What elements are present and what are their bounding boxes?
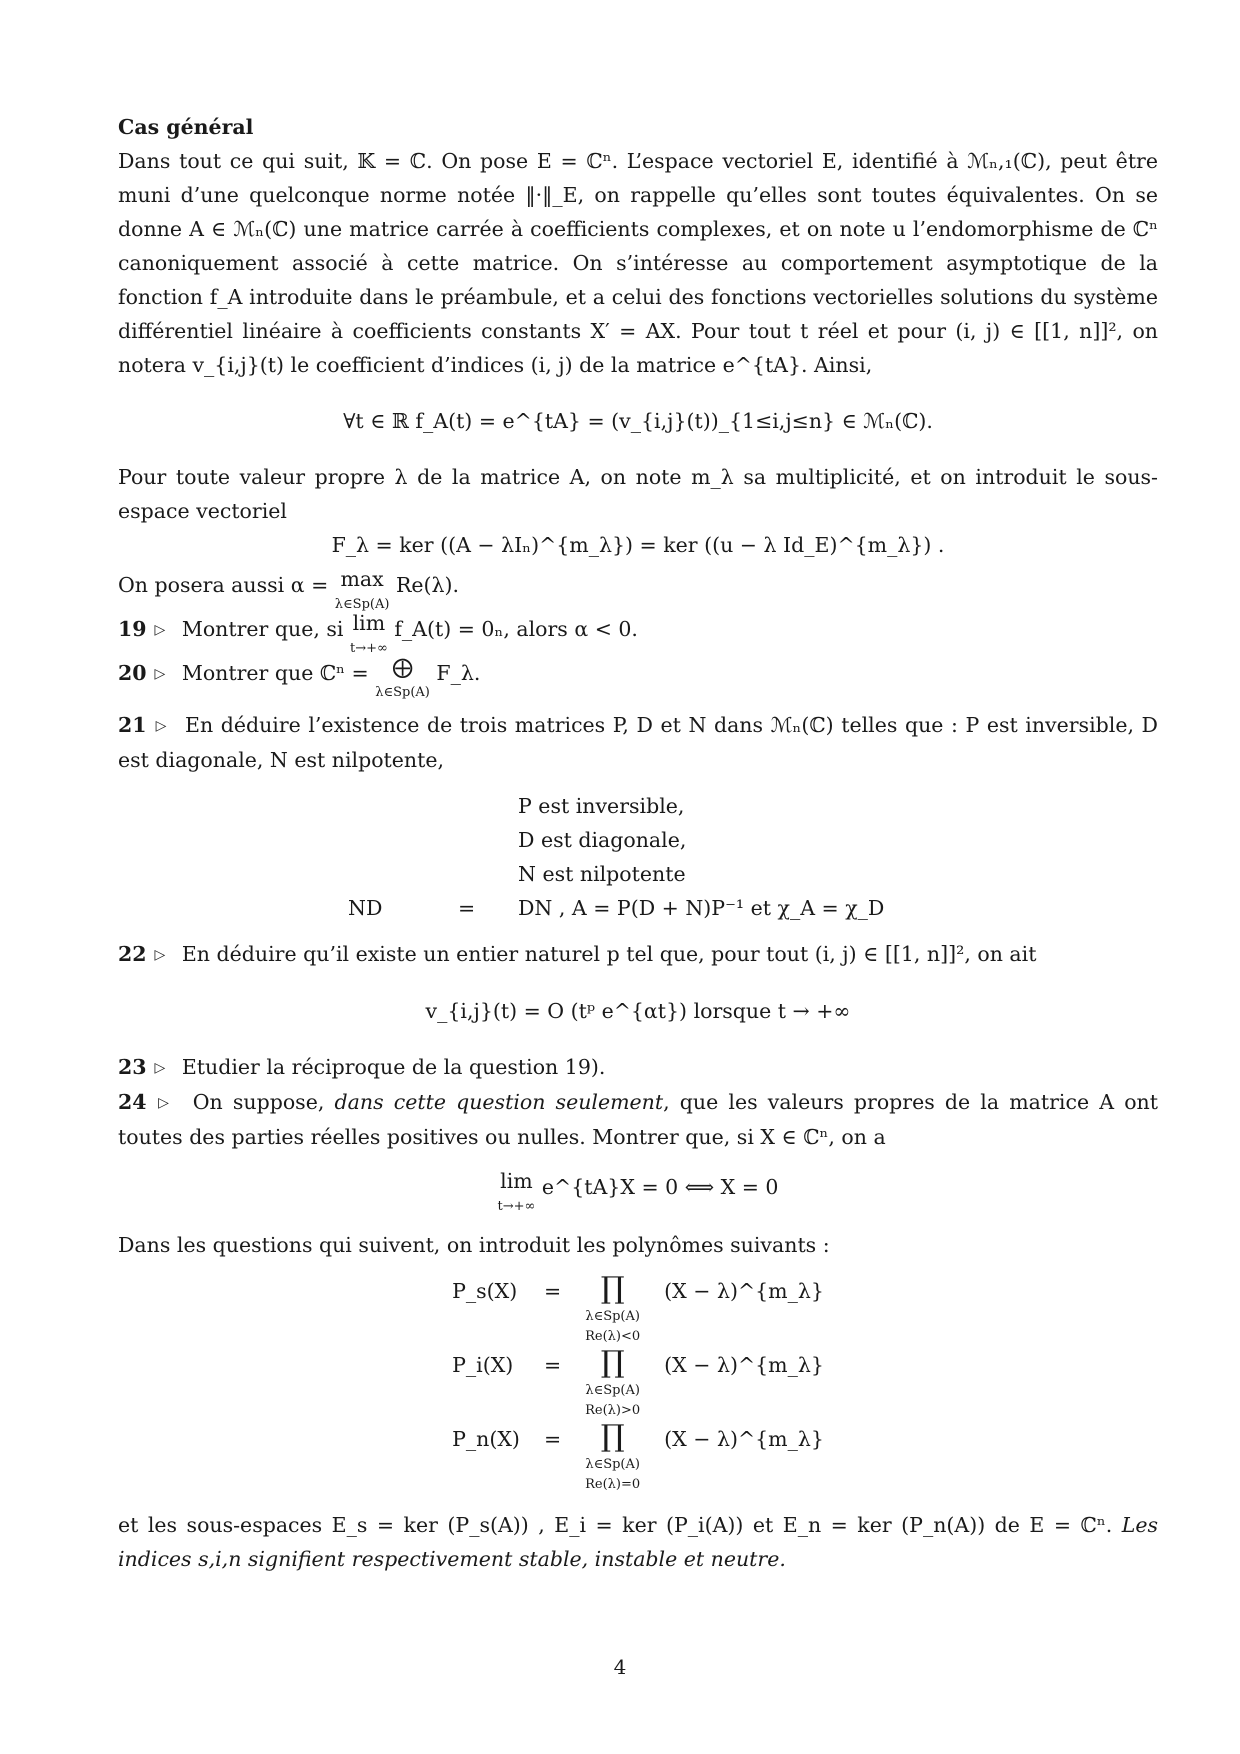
formula-fa: ∀t ∈ ℝ f_A(t) = e^{tA} = (v_{i,j}(t))_{1≤i,j≤n} ∈ ℳₙ(ℂ). (343, 409, 933, 433)
question-24 (118, 1085, 1158, 1154)
alpha-max: max (340, 567, 384, 591)
triangle-icon: ▷ (154, 1060, 166, 1076)
polynomial-row (440, 1272, 836, 1346)
matrix-system (348, 789, 1158, 925)
triangle-icon: ▷ (154, 947, 166, 963)
lim-sub: t→+∞ (349, 641, 388, 656)
system-eq: = (458, 896, 476, 920)
lim-label: lim (500, 1169, 533, 1193)
question-text: Montrer que, si (181, 617, 344, 641)
product-block (573, 1272, 652, 1346)
triangle-icon: ▷ (154, 666, 166, 682)
poly-lhs: P_i(X) (452, 1353, 514, 1377)
lim-sub: t→+∞ (497, 1199, 536, 1214)
lim-block (498, 1170, 536, 1214)
product-sub: λ∈Sp(A) (585, 1457, 640, 1472)
question-text: , que les valeurs propres de la matrice A ont toutes des parties réelles positives ou nulles. Montrer que, si X ∈ ℂⁿ, on a (118, 1090, 1158, 1149)
question-20 (118, 656, 1158, 700)
formula-flambda: F_λ = ker ((A − λIₙ)^{m_λ}) = ker ((u − λ Id_E)^{m_λ}) . (331, 533, 945, 557)
system-line: P est inversible, (518, 794, 685, 818)
poly-eq: = (543, 1353, 562, 1377)
product-symbol: ∏ (600, 1345, 625, 1380)
poly-rhs: (X − λ)^{m_λ} (664, 1427, 824, 1451)
poly-rhs: (X − λ)^{m_λ} (664, 1353, 824, 1377)
question-number: 20 (118, 661, 147, 685)
poly-rhs: (X − λ)^{m_λ} (664, 1279, 824, 1303)
question-text: En déduire qu’il existe un entier naturel p tel que, pour tout (i, j) ∈ [[1, n]]², on ait (181, 942, 1037, 966)
product-block (573, 1346, 652, 1420)
alpha-sub: λ∈Sp(A) (334, 597, 390, 612)
section-title: Cas général (118, 115, 254, 139)
product-sub: λ∈Sp(A) (585, 1383, 640, 1398)
question-text: Etudier la réciproque de la question 19). (181, 1055, 606, 1079)
oplus-symbol: ⨁ (392, 655, 413, 679)
oplus-sub: λ∈Sp(A) (375, 685, 430, 700)
question-text: f_A(t) = 0ₙ, alors α < 0. (394, 617, 638, 641)
formula-lim (118, 1170, 1158, 1214)
question-text: Montrer que ℂⁿ = (181, 661, 369, 685)
product-block (573, 1420, 652, 1494)
product-symbol: ∏ (600, 1419, 625, 1454)
question-23 (118, 1050, 1158, 1085)
alpha-text: On posera aussi α = (118, 573, 329, 597)
oplus-block (375, 656, 430, 700)
poly-eq: = (543, 1427, 562, 1451)
final-text: et les sous-espaces E_s = ker (P_s(A)) , E_i = ker (P_i(A)) et E_n = ker (P_n(A)) de E = ℂⁿ. (118, 1513, 1113, 1537)
polynomial-definitions (440, 1272, 836, 1494)
system-rhs: DN , A = P(D + N)P⁻¹ et χ_A = χ_D (518, 896, 885, 920)
system-line: N est nilpotente (518, 862, 686, 886)
product-symbol: ∏ (600, 1271, 625, 1306)
question-number: 19 (118, 617, 147, 641)
triangle-icon: ▷ (154, 622, 166, 638)
eigen-paragraph: Pour toute valeur propre λ de la matrice A, on note m_λ sa multiplicité, et on introduit le sous-espace vectoriel (118, 465, 1158, 523)
system-line: D est diagonale, (518, 828, 687, 852)
polynomial-row (440, 1420, 836, 1494)
page-number: 4 (613, 1655, 627, 1679)
lim-block (350, 612, 388, 656)
formula-v: v_{i,j}(t) = O (tᵖ e^{αt}) lorsque t → +∞ (425, 999, 851, 1023)
triangle-icon: ▷ (154, 1095, 173, 1111)
question-number: 23 (118, 1055, 147, 1079)
system-lhs: ND (348, 896, 383, 920)
poly-lhs: P_s(X) (452, 1279, 518, 1303)
question-19 (118, 612, 1158, 656)
product-sub: Re(λ)=0 (585, 1477, 641, 1492)
alpha-definition (118, 568, 1158, 612)
question-22 (118, 937, 1158, 972)
product-sub: λ∈Sp(A) (585, 1309, 640, 1324)
triangle-icon: ▷ (154, 718, 168, 734)
alpha-max-block (335, 568, 390, 612)
poly-eq: = (543, 1279, 562, 1303)
question-21 (118, 708, 1158, 777)
polynomial-row (440, 1346, 836, 1420)
question-text: F_λ. (436, 661, 481, 685)
question-text: En déduire l’existence de trois matrices P, D et N dans ℳₙ(ℂ) telles que : P est inversible, D est diagonale, N est nilpotente, (118, 713, 1158, 772)
final-paragraph (118, 1508, 1158, 1576)
alpha-rest: Re(λ). (395, 573, 460, 597)
question-italic: dans cette question seulement (334, 1090, 664, 1114)
poly-lhs: P_n(X) (452, 1427, 520, 1451)
final-italic: Les indices s,i,n signifient respectivement stable, instable et neutre. (118, 1513, 1158, 1571)
lim-rest: e^{tA}X = 0 ⟺ X = 0 (541, 1175, 779, 1199)
question-number: 22 (118, 942, 147, 966)
lim-label: lim (352, 611, 386, 635)
product-sub: Re(λ)>0 (585, 1403, 641, 1418)
question-number: 24 (118, 1090, 147, 1114)
question-text: On suppose, (192, 1090, 325, 1114)
document-page (118, 110, 1158, 1576)
question-number: 21 (118, 713, 147, 737)
intro-paragraph: Dans tout ce qui suit, 𝕂 = ℂ. On pose E = ℂⁿ. L’espace vectoriel E, identifié à ℳₙ,₁(ℂ), peut être muni d’une quelconque norme notée ‖·‖_E, on rappelle qu’elles sont toutes équivalentes. On se donne A ∈ ℳₙ(ℂ) une matrice carrée à coefficients complexes, et on note u l’endomorphisme de ℂⁿ canoniquement associé à cette matrice. On s’intéresse au comportement asymptotique de la fonction f_A introduite dans le préambule, et a celui des fonctions vectorielles solutions du système différentiel linéaire à coefficients constants X′ = AX. Pour tout t réel et pour (i, j) ∈ [[1, n]]², on notera v_{i,j}(t) le coefficient d’indices (i, j) de la matrice e^{tA}. Ainsi, (118, 149, 1158, 377)
poly-intro: Dans les questions qui suivent, on introduit les polynômes suivants : (118, 1233, 830, 1257)
product-sub: Re(λ)<0 (585, 1329, 641, 1344)
